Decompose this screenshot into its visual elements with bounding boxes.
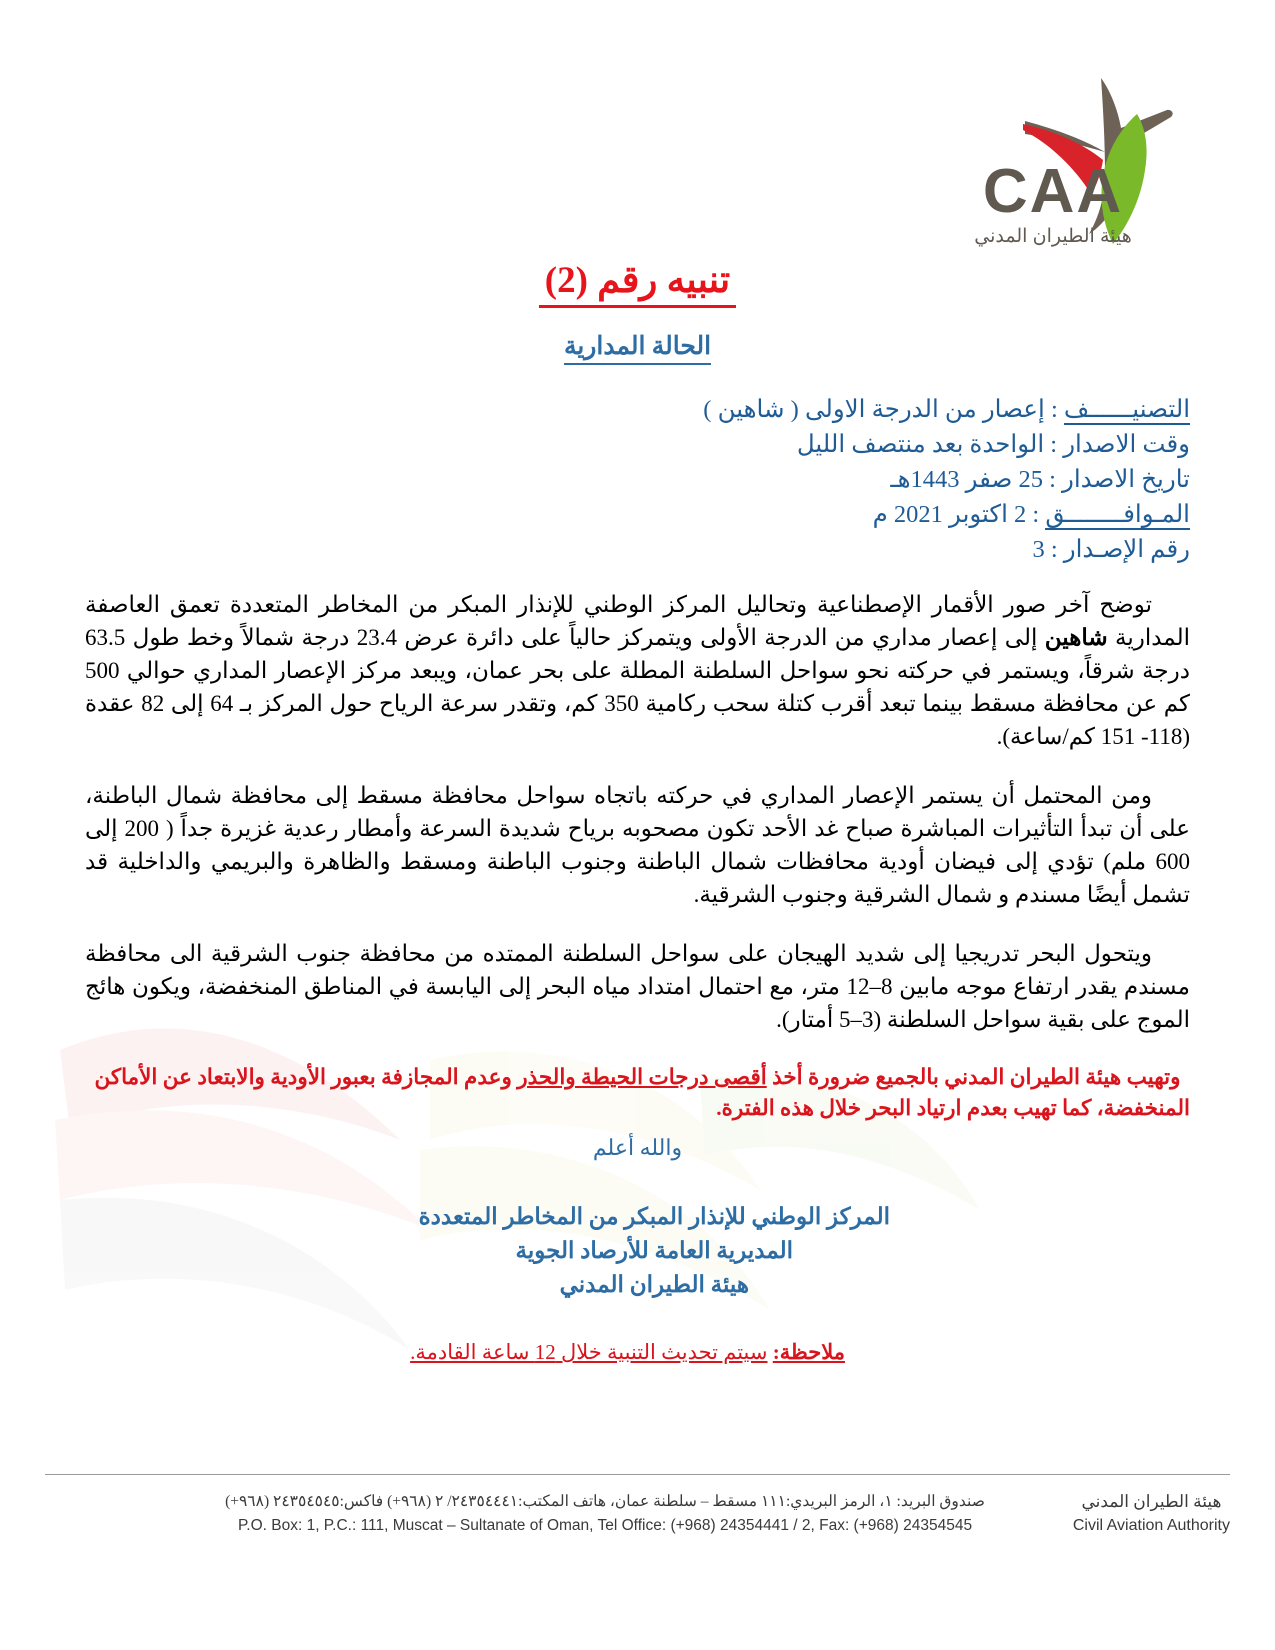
meta-row-issue-date-hijri (430, 462, 1190, 497)
footer-brand-arabic: هيئة الطيران المدني (1081, 1492, 1222, 1511)
meta-label-issue-number: رقم الإصـدار (1063, 536, 1190, 563)
body-paragraph-3: ويتحول البحر تدريجيا إلى شديد الهيجان على سواحل السلطنة الممتده من محافظة جنوب الشرقية الى محافظة مسندم يقدر ارتفاع موجه مابين 8–12 متر، مع احتمال امتداد مياه البحر إلى اليابسة في المناطق المنخفضة، ويكون هائج الموج على بقية سواحل السلطنة (3–5 أمتار). (85, 941, 1190, 1032)
update-note (410, 1340, 845, 1365)
signature-line-2: المديرية العامة للأرصاد الجوية (515, 1238, 794, 1263)
update-note-label: ملاحظة: (772, 1340, 845, 1364)
footer-brand-english: Civil Aviation Authority (1072, 1517, 1230, 1534)
meta-sep-2: : (1049, 466, 1056, 493)
update-note-text: سيتم تحديث التنبية خلال 12 ساعة القادمة. (410, 1340, 768, 1364)
footer-divider (45, 1474, 1230, 1475)
meta-value-classification: إعصار من الدرجة الاولى ( شاهين ) (703, 396, 1045, 423)
body-paragraph-1: توضح آخر صور الأقمار الإصطناعية وتحاليل المركز الوطني للإنذار المبكر من المخاطر المتعددة تعمق العاصفة المدارية شاهين إلى إعصار مداري من الدرجة الأولى ويتمركز حالياً على دائرة عرض 23.4 درجة شمالاً وخط طول 63.5 درجة شرقاً، ويستمر في حركته نحو سواحل السلطنة المطلة على بحر عمان، ويبعد مركز الإعصار المداري حوالي 500 كم عن محافظة مسقط بينما تبعد أقرب كتلة سحب ركامية 350 كم، وتقدر سرعة الرياح حول المركز بـ 64 إلى 82 عقدة (118- 151 كم/ساعة). (85, 592, 1191, 749)
meta-value-issue-number: 3 (1032, 536, 1045, 563)
meta-value-issue-date-hijri: 25 صفر 1443هـ (890, 466, 1043, 493)
closing-phrase (0, 1135, 1275, 1161)
logo-wordmark: CAA (982, 157, 1124, 226)
meta-row-issue-number (430, 532, 1190, 567)
meta-sep-0: : (1050, 396, 1058, 423)
logo-arabic-name: هيئة الطيران المدني (974, 226, 1132, 247)
meta-label-issue-date-hijri: تاريخ الاصدار (1062, 466, 1190, 493)
meta-value-issue-date-gregorian: 2 اكتوبر 2021 م (872, 501, 1027, 528)
meta-sep-4: : (1050, 536, 1058, 563)
meta-sep-3: : (1032, 501, 1040, 528)
page-subtitle (0, 331, 1275, 365)
meta-label-issue-time: وقت الاصدار (1063, 431, 1190, 458)
page-title (0, 258, 1275, 308)
safety-warning: وتهيب هيئة الطيران المدني بالجميع ضرورة أخذ أقصى درجات الحيطة والحذر وعدم المجازفة بعبور الأودية والابتعاد عن الأماكن المنخفضة، كما تهيب بعدم ارتياد البحر خلال هذه الفترة. (94, 1065, 1190, 1120)
signature-line-3: هيئة الطيران المدني (559, 1272, 749, 1297)
meta-label-issue-date-gregorian: المـوافــــــــق (1045, 501, 1190, 528)
page-subtitle-text: الحالة المدارية (564, 331, 711, 365)
page-footer (45, 1482, 1230, 1562)
meta-row-issue-date-gregorian (430, 497, 1190, 532)
meta-row-classification (430, 392, 1190, 427)
body-paragraph-2: ومن المحتمل أن يستمر الإعصار المداري في حركته باتجاه سواحل محافظة مسقط إلى محافظة شمال الباطنة، على أن تبدأ التأثيرات المباشرة صباح غد الأحد تكون مصحوبه برياح شديدة السرعة وأمطار رعدية غزيرة جداً ( 200 إلى 600 ملم) تؤدي إلى فيضان أودية محافظات شمال الباطنة وجنوب الباطنة ومسقط والظاهرة والبريمي والداخلية قد تشمل أيضًا مسندم و شمال الشرقية وجنوب الشرقية. (85, 783, 1190, 907)
footer-address-arabic: صندوق البريد: ١، الرمز البريدي:١١١ مسقط – سلطنة عمان، هاتف المكتب:٢٤٣٥٤٤٤١/ ٢ (٩٦٨+) فاكس:٢٤٣٥٤٥٤٥ (٩٦٨+) (225, 1493, 985, 1510)
alert-metadata (430, 392, 1190, 567)
footer-address (165, 1490, 1045, 1538)
meta-label-classification: التصنيــــــف (1063, 396, 1190, 423)
meta-row-issue-time (430, 427, 1190, 462)
signature-block (419, 1200, 890, 1302)
meta-sep-1: : (1050, 431, 1058, 458)
caa-logo (905, 72, 1195, 252)
page-title-text: تنبيه رقم (2) (539, 258, 736, 308)
footer-brand (1073, 1490, 1230, 1538)
footer-address-english: P.O. Box: 1, P.C.: 111, Muscat – Sultanate of Oman, Tel Office: (+968) 24354441 / 2, Fax: (+968) 24354545 (237, 1517, 973, 1534)
closing-phrase-text: والله أعلم (592, 1135, 683, 1160)
alert-body (85, 588, 1190, 1124)
signature-line-1: المركز الوطني للإنذار المبكر من المخاطر المتعددة (418, 1204, 890, 1229)
meta-value-issue-time: الواحدة بعد منتصف الليل (796, 431, 1045, 458)
